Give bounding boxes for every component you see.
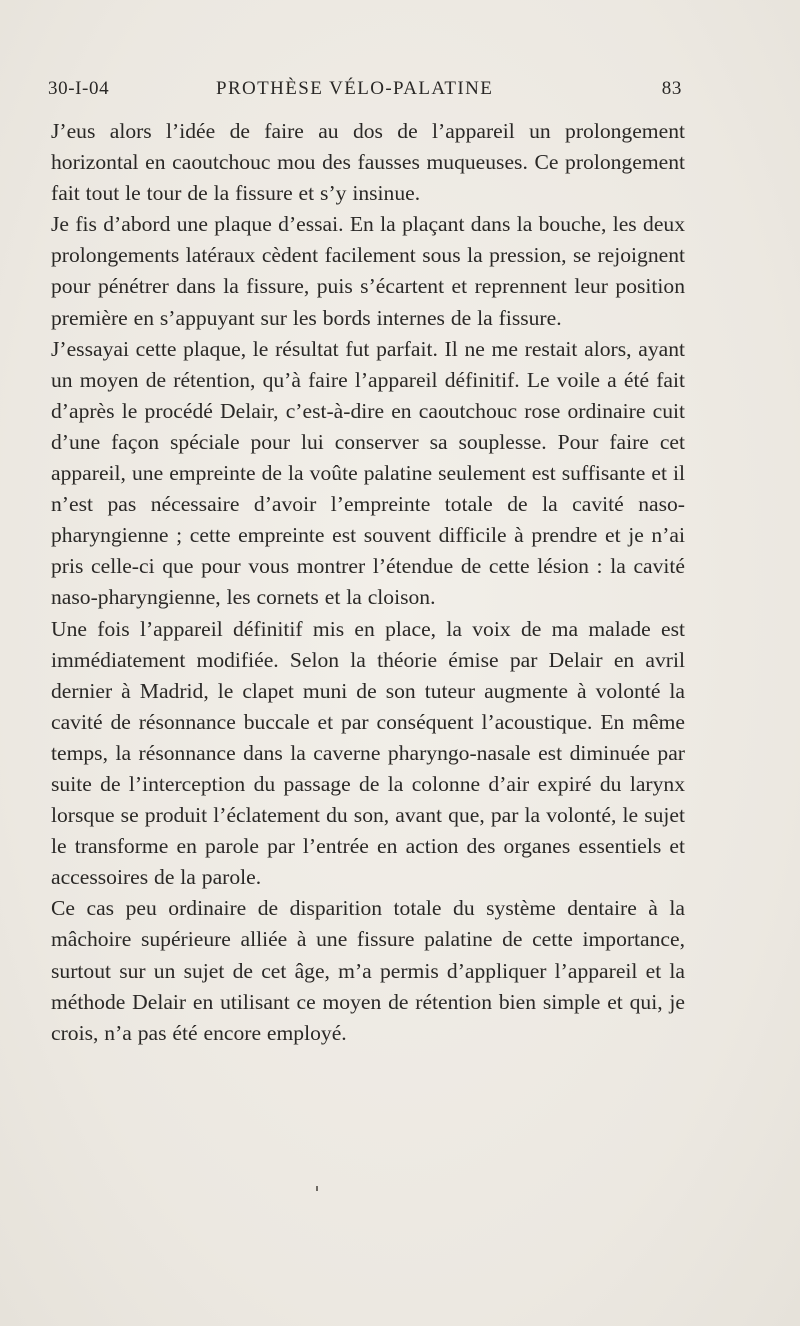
print-mark: [316, 1186, 318, 1191]
header-date: 30-I-04: [48, 78, 110, 99]
header-title: PROTHÈSE VÉLO-PALATINE: [216, 78, 494, 99]
body-text: [51, 116, 685, 1049]
paragraph: J’essayai cette plaque, le résultat fut parfait. Il ne me restait alors, ayant un moyen de rétention, qu’à faire l’appareil définitif. Le voile a été fait d’après le procédé Delair, c’est-à-dire en caoutchouc rose ordinaire cuit d’une façon spéciale pour lui conserver sa souplesse. Pour faire cet appareil, une empreinte de la voûte palatine seulement est suffisante et il n’est pas nécessaire d’avoir l’empreinte totale de la cavité naso-pharyngienne ; cette empreinte est souvent difficile à prendre et je n’ai pris celle-ci que pour vous montrer l’étendue de cette lésion : la cavité naso-pharyngienne, les cornets et la cloison.: [51, 336, 685, 610]
page-number: 83: [661, 78, 682, 99]
paragraph: Ce cas peu ordinaire de disparition totale du système dentaire à la mâchoire supérieure alliée à une fissure palatine de cette importance, surtout sur un sujet de cet âge, m’a permis d’appliquer l’appareil et la méthode Delair en utilisant ce moyen de rétention bien simple et qui, je crois, n’a pas été encore employé.: [51, 896, 685, 1045]
paragraph: Je fis d’abord une plaque d’essai. En la plaçant dans la bouche, les deux prolongements latéraux cèdent facilement sous la pression, se rejoignent pour pénétrer dans la fissure, puis s’écartent et reprennent leur position première en s’appuyant sur les bords internes de la fissure.: [51, 212, 685, 330]
paragraph: J’eus alors l’idée de faire au dos de l’appareil un prolongement horizontal en caoutchouc mou des fausses muqueuses. Ce prolongement fait tout le tour de la fissure et s’y insinue.: [51, 119, 685, 206]
running-head: [48, 78, 682, 108]
paragraph: Une fois l’appareil définitif mis en place, la voix de ma malade est immédiatement modifiée. Selon la théorie émise par Delair en avril dernier à Madrid, le clapet muni de son tuteur augmente à volonté la cavité de résonnance buccale et par conséquent l’acoustique. En même temps, la résonnance dans la caverne pharyngo-nasale est diminuée par suite de l’interception du passage de la colonne d’air expiré du larynx lorsque se produit l’éclatement du son, avant que, par la volonté, le sujet le transforme en parole par l’entrée en action des organes essentiels et accessoires de la parole.: [51, 616, 685, 890]
